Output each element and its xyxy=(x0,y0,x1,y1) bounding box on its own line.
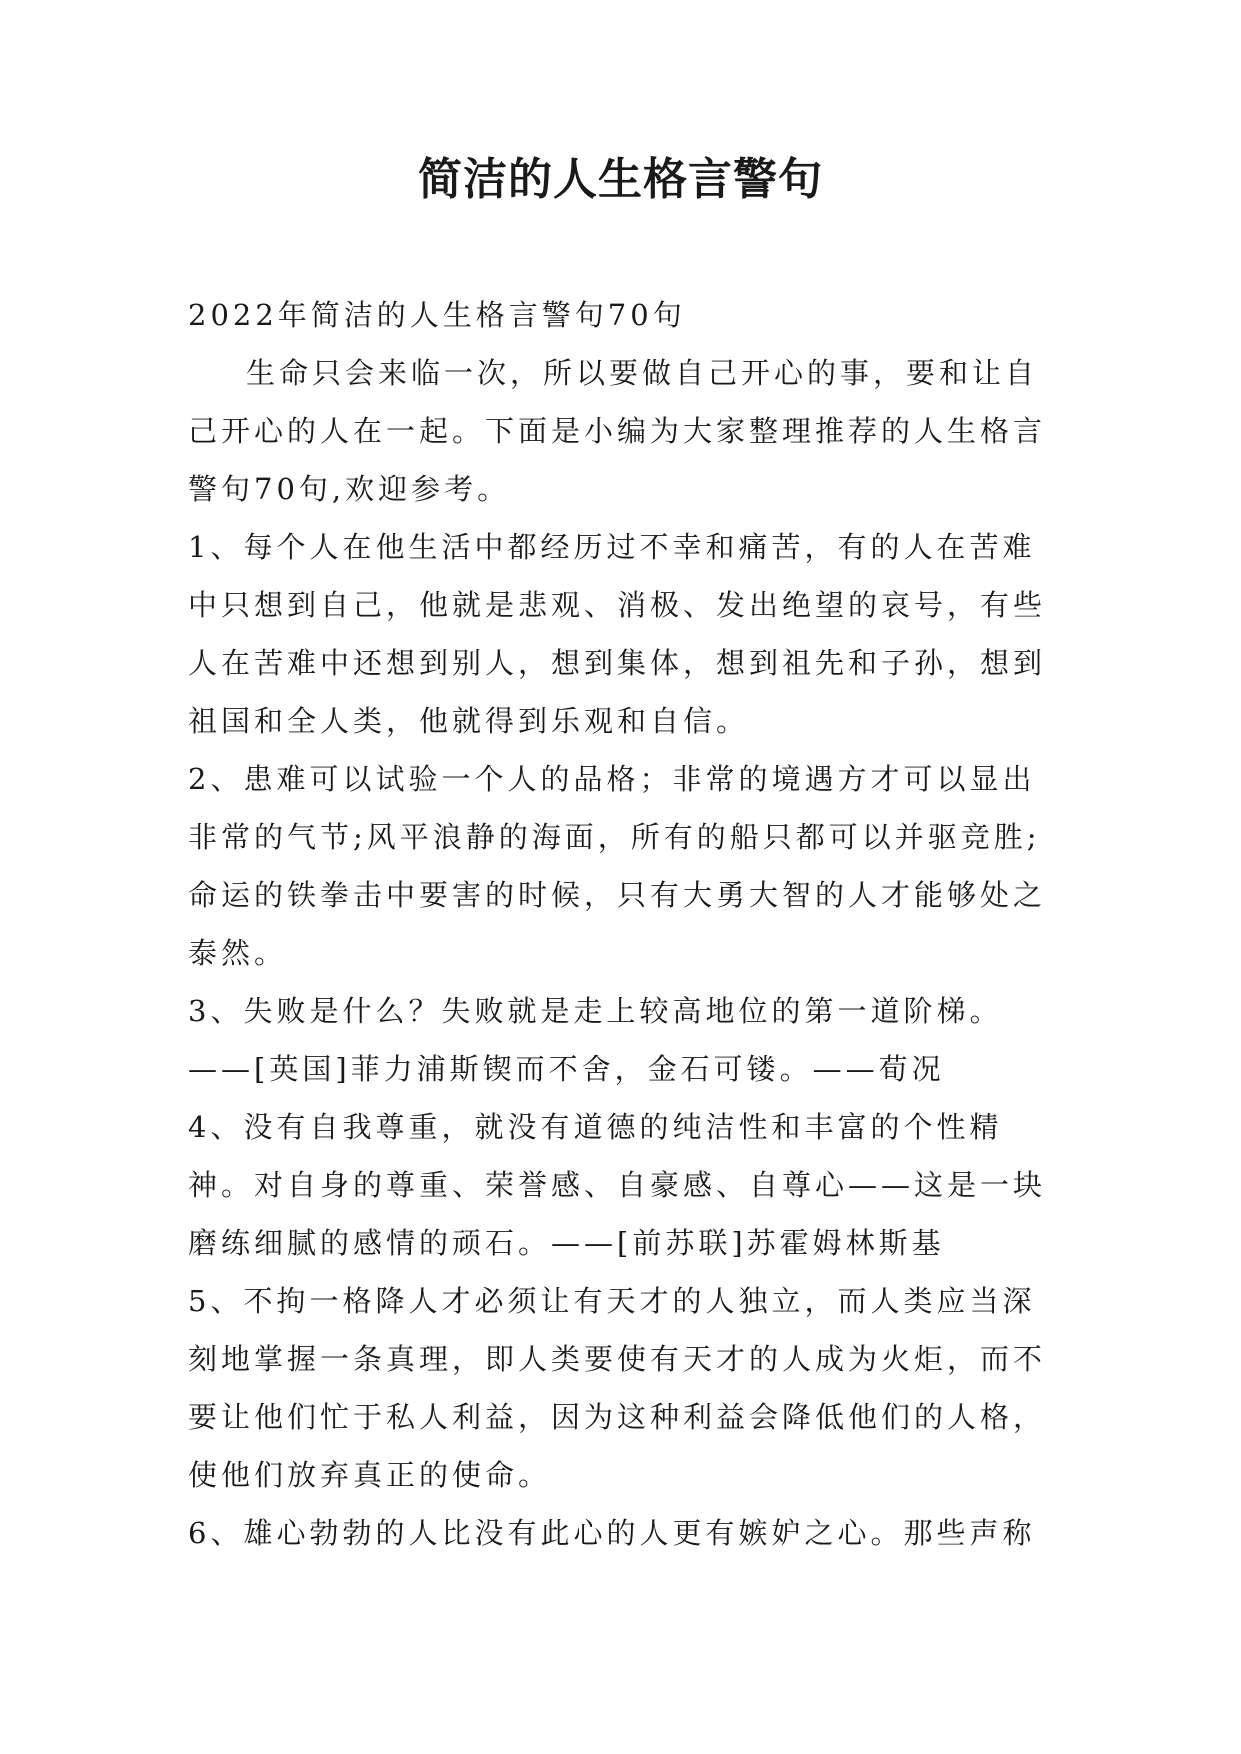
quote-item-2: 2、患难可以试验一个人的品格；非常的境遇方才可以显出非常的气节;风平浪静的海面，所有的船只都可以并驱竞胜;命运的铁拳击中要害的时候，只有大勇大智的人才能够处之泰然。 xyxy=(188,762,1047,970)
quote-item-6: 6、雄心勃勃的人比没有此心的人更有嫉妒之心。那些声称 xyxy=(188,1516,1036,1550)
document-title: 简洁的人生格言警句 xyxy=(418,154,823,205)
quote-item-4: 4、没有自我尊重，就没有道德的纯洁性和丰富的个性精神。对自身的尊重、荣誉感、自豪感、自尊心——这是一块磨练细腻的感情的顽石。——[前苏联]苏霍姆林斯基 xyxy=(188,1110,1047,1260)
quote-item-5: 5、不拘一格降人才必须让有天才的人独立，而人类应当深刻地掌握一条真理，即人类要使有天才的人成为火炬，而不要让他们忙于私人利益，因为这种利益会降低他们的人格，使他们放弃真正的使命。 xyxy=(188,1284,1047,1492)
document-body xyxy=(188,286,1068,1562)
quote-item-1: 1、每个人在他生活中都经历过不幸和痛苦，有的人在苦难中只想到自己，他就是悲观、消极、发出绝望的哀号，有些人在苦难中还想到别人，想到集体，想到祖先和子孙，想到祖国和全人类，他就得到乐观和自信。 xyxy=(188,530,1047,738)
quote-item-3: 3、失败是什么？失败就是走上较高地位的第一道阶梯。——[英国]菲力浦斯锲而不舍，金石可镂。——荀况 xyxy=(188,994,1003,1086)
document-subtitle: 2022年简洁的人生格言警句70句 xyxy=(188,298,686,332)
intro-paragraph: 生命只会来临一次，所以要做自己开心的事，要和让自己开心的人在一起。下面是小编为大家整理推荐的人生格言警句70句,欢迎参考。 xyxy=(188,356,1047,506)
